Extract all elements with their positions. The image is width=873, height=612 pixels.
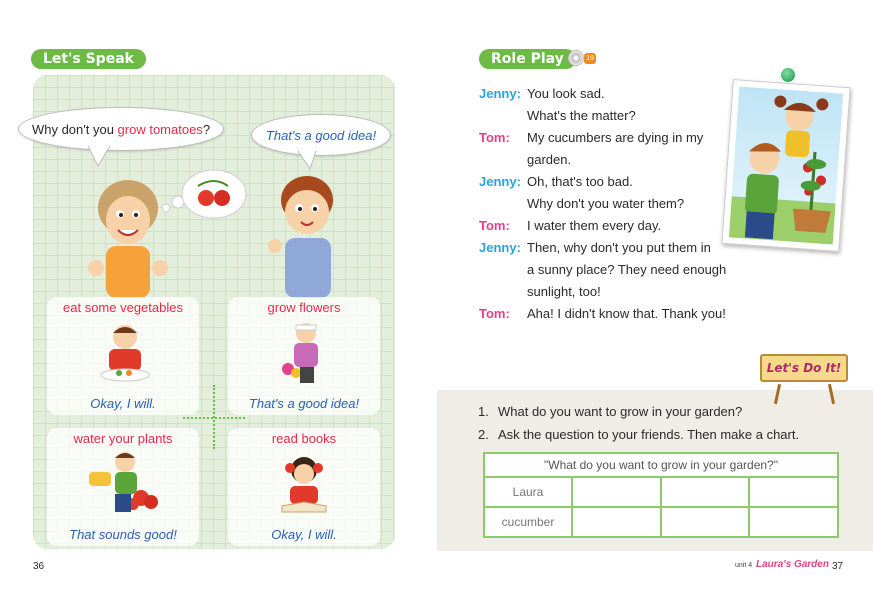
question-text: What do you want to grow in your garden? xyxy=(498,404,743,419)
divider-vertical xyxy=(213,385,215,449)
table-row xyxy=(484,507,838,537)
dialogue-line xyxy=(479,127,703,149)
footer-title: Laura's Garden xyxy=(756,559,829,570)
dialogue-text: What's the matter? xyxy=(527,108,636,123)
garden-photo xyxy=(721,79,850,252)
boy-watering-illustration xyxy=(85,450,163,514)
survey-chart xyxy=(483,452,839,538)
lets-do-it-sign xyxy=(760,354,848,382)
dialogue-text: sunlight, too! xyxy=(527,284,601,299)
push-pin-icon xyxy=(781,68,795,82)
dialogue-line xyxy=(479,193,684,215)
speaker-jenny: Jenny: xyxy=(479,86,521,101)
card-reply: Okay, I will. xyxy=(90,396,156,411)
page-number-right: 37 xyxy=(832,561,844,572)
dialogue-text: You look sad. xyxy=(527,86,605,101)
question-1 xyxy=(478,404,742,419)
card-reply: Okay, I will. xyxy=(271,527,337,542)
dialogue-text: garden. xyxy=(527,152,572,167)
chart-blank-cell[interactable] xyxy=(572,507,661,537)
card-grow-flowers xyxy=(228,297,380,415)
speaker-jenny: Jenny: xyxy=(479,174,521,189)
card-reply: That sounds good! xyxy=(69,527,177,542)
dialogue-line xyxy=(479,237,711,259)
chart-name-cell: Laura xyxy=(484,477,572,507)
card-title: eat some vegetables xyxy=(63,300,183,315)
dialogue-text: I water them every day. xyxy=(527,218,662,233)
lets-do-it-label: Let's Do It! xyxy=(760,354,848,382)
footer-unit: unit 4 xyxy=(735,562,753,569)
children-with-plant-illustration xyxy=(729,87,843,245)
boy-character xyxy=(265,168,345,298)
chart-blank-cell[interactable] xyxy=(661,477,750,507)
card-title: read books xyxy=(271,431,337,446)
speaker-jenny: Jenny: xyxy=(479,240,521,255)
boy-eating-illustration xyxy=(91,321,161,383)
girl-reading-illustration xyxy=(272,452,336,514)
dialogue-text: Then, why don't you put them in xyxy=(527,240,711,255)
speaker-tom: Tom: xyxy=(479,218,510,233)
reply-bubble xyxy=(251,114,391,156)
question-text-post: ? xyxy=(202,122,211,137)
table-row xyxy=(484,477,838,507)
girl-gardening-illustration xyxy=(278,321,334,385)
question-bubble-tail xyxy=(88,146,112,168)
dialogue-text: Oh, that's too bad. xyxy=(527,174,633,189)
dialogue-text: Aha! I didn't know that. Thank you! xyxy=(527,306,726,321)
role-play-heading: Role Play xyxy=(479,49,576,69)
mother-character xyxy=(84,178,172,298)
reply-text: That's a good idea! xyxy=(265,128,377,143)
page-number-left: 36 xyxy=(33,561,45,572)
question-text: Ask the question to your friends. Then make a chart. xyxy=(498,427,800,442)
card-read-books xyxy=(228,428,380,546)
card-eat-vegetables xyxy=(47,297,199,415)
speaker-tom: Tom: xyxy=(479,130,510,145)
audio-cd-icon[interactable] xyxy=(568,50,584,66)
lets-speak-heading: Let's Speak xyxy=(31,49,146,69)
dialogue-line xyxy=(479,215,661,237)
dialogue-line xyxy=(479,281,601,303)
chart-blank-cell[interactable] xyxy=(572,477,661,507)
question-2 xyxy=(478,427,799,442)
question-bubble xyxy=(18,107,224,151)
chart-blank-cell[interactable] xyxy=(661,507,750,537)
dialogue-line xyxy=(479,303,726,325)
dialogue-text: a sunny place? They need enough xyxy=(527,262,727,277)
chart-blank-cell[interactable] xyxy=(749,477,838,507)
dialogue-text: My cucumbers are dying in my xyxy=(527,130,704,145)
question-number: 1. xyxy=(478,404,489,419)
question-highlight: grow tomatoes xyxy=(117,122,203,137)
dialogue-text: Why don't you water them? xyxy=(527,196,685,211)
card-reply: That's a good idea! xyxy=(248,396,360,411)
question-text-pre: Why don't you xyxy=(31,122,118,137)
chart-header: "What do you want to grow in your garden?" xyxy=(484,453,838,477)
chart-blank-cell[interactable] xyxy=(749,507,838,537)
dialogue-line xyxy=(479,83,605,105)
card-water-plants xyxy=(47,428,199,546)
speaker-tom: Tom: xyxy=(479,306,510,321)
dialogue-line xyxy=(479,149,571,171)
dialogue-line xyxy=(479,259,726,281)
dialogue-line xyxy=(479,171,633,193)
card-title: water your plants xyxy=(73,431,173,446)
dialogue-line xyxy=(479,105,636,127)
track-number-badge: 19 xyxy=(584,53,596,64)
chart-name-cell: cucumber xyxy=(484,507,572,537)
photo-scene xyxy=(729,87,843,245)
card-title: grow flowers xyxy=(267,300,341,315)
question-number: 2. xyxy=(478,427,489,442)
